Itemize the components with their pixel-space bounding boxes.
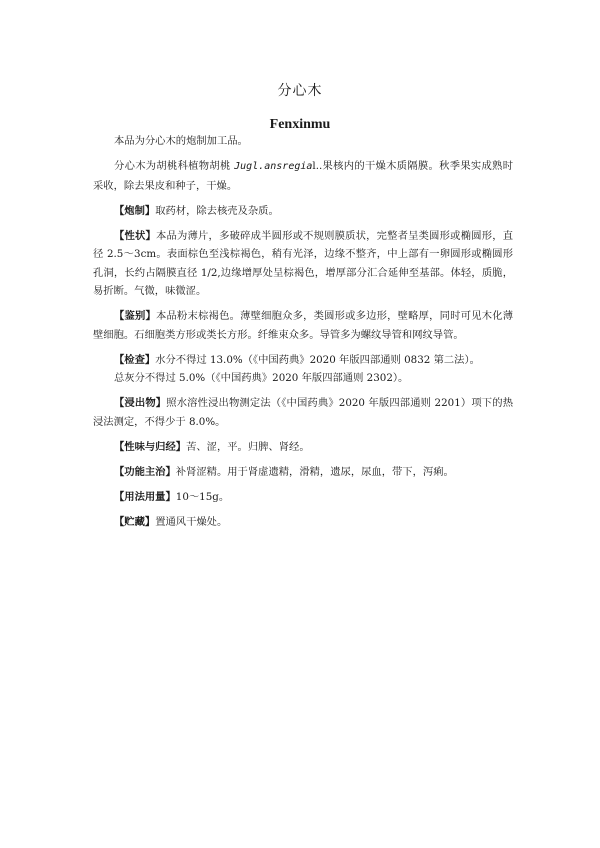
section-inspection bbox=[93, 351, 513, 370]
section-extract bbox=[93, 394, 513, 431]
section-nature-meridian bbox=[93, 438, 513, 457]
section-storage bbox=[93, 513, 513, 532]
intro-paragraph: 本品为分心木的炮制加工品。 bbox=[114, 135, 248, 147]
section-text: 水分不得过 13.0%（《中国药典》2020 年版四部通则 0832 第二法）。 bbox=[155, 353, 480, 366]
section-text: 本品粉末棕褐色。薄壁细胞众多，类圆形或多边形，壁略厚，同时可见木化薄壁细胞。石细胞类方形或类长方形。纤维束众多。导管多为螺纹导管和网纹导管。 bbox=[93, 310, 514, 341]
monograph-body bbox=[93, 132, 513, 538]
pinyin-title: Fenxinmu bbox=[269, 117, 331, 132]
section-label: 【性味与归经】 bbox=[114, 440, 187, 453]
section-inspection-extra: 总灰分不得过 5.0%（《中国药典》2020 年版四部通则 2302）。 bbox=[114, 372, 409, 384]
section-identification bbox=[93, 307, 513, 344]
section-text: 置通风干燥处。 bbox=[155, 515, 228, 528]
section-label: 【性状】 bbox=[114, 229, 157, 242]
section-dosage bbox=[93, 488, 513, 507]
section-text: 取药材，除去核壳及杂质。 bbox=[155, 204, 279, 217]
source-prefix: 分心木为胡桃科植物胡桃 bbox=[114, 160, 235, 172]
section-label: 【检查】 bbox=[114, 353, 156, 366]
section-description bbox=[93, 227, 513, 301]
section-text: 照水溶性浸出物测定法（《中国药典》2020 年版四部通则 2201）项下的热浸法测定，不得少于 8.0%。 bbox=[93, 397, 514, 428]
page-title: 分心木 bbox=[277, 83, 323, 99]
source-paragraph bbox=[93, 157, 513, 195]
section-text: 苦、涩，平。归脾、肾经。 bbox=[186, 440, 310, 453]
section-text: 10～15g。 bbox=[175, 490, 230, 503]
section-label: 【浸出物】 bbox=[114, 397, 167, 409]
section-label: 【炮制】 bbox=[114, 204, 156, 217]
section-function bbox=[93, 463, 513, 482]
section-label: 【鉴别】 bbox=[114, 310, 157, 322]
section-text: 补肾涩精。用于肾虚遗精，滑精，遗尿，尿血，带下，泻痢。 bbox=[175, 465, 454, 478]
section-label: 【用法用量】 bbox=[114, 490, 176, 503]
section-label: 【功能主治】 bbox=[114, 465, 176, 478]
section-label: 【贮藏】 bbox=[114, 515, 156, 528]
source-suffix: l..果核内的干燥木质隔膜。秋季果实成熟时采收，除去果皮和种子，干燥。 bbox=[93, 160, 513, 192]
latin-name: Jugl.ansregia bbox=[234, 161, 313, 172]
section-processing bbox=[93, 202, 513, 221]
section-text: 本品为薄片，多破碎成半圆形或不规则膜质状，完整者呈类圆形或椭圆形，直径 2.5～3cm。表面棕色至浅棕褐色，稍有光泽，边缘不整齐，中上部有一卵圆形或椭圆形孔洞，长约占隔膜直径 1/2,边缘增厚处呈棕褐色，增厚部分汇合延伸至基部。体轻，质脆，易折断。气微，味微涩。 bbox=[93, 229, 514, 297]
